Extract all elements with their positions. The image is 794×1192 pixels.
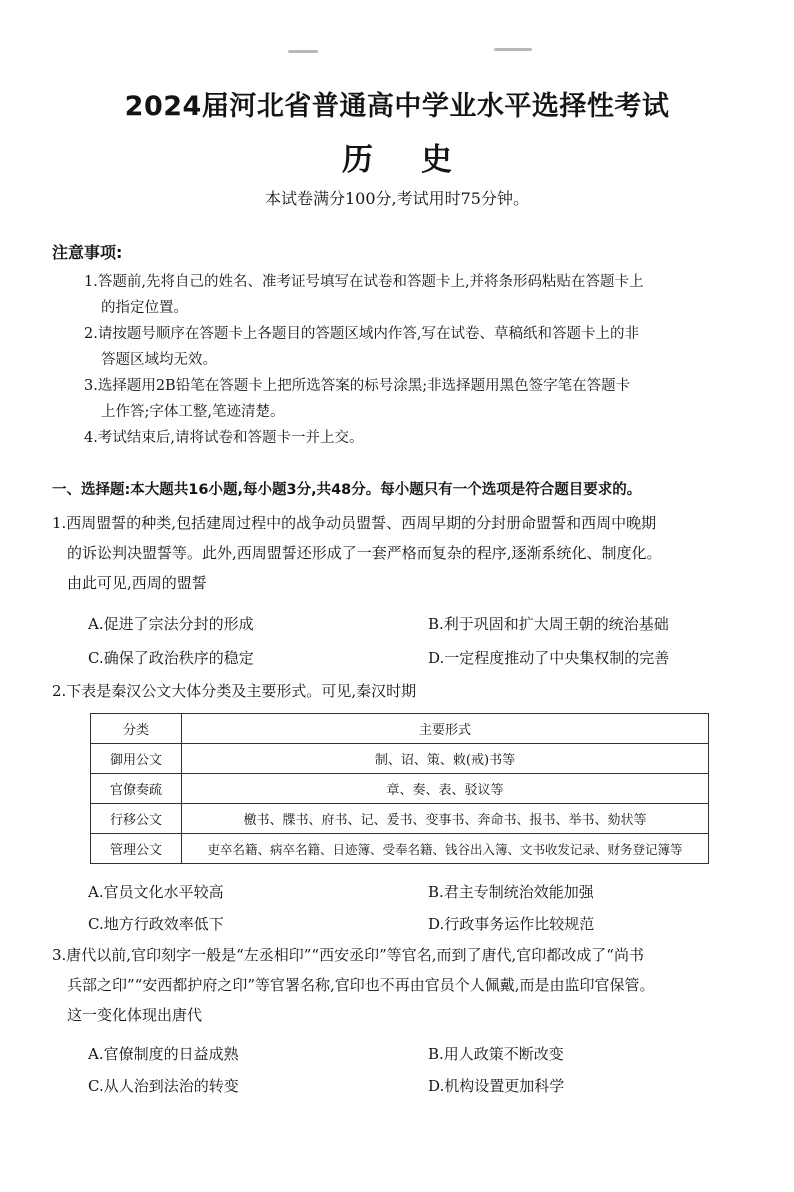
notice-line: 答题区域均无效。 bbox=[101, 352, 217, 368]
notice-line: 4.考试结束后,请将试卷和答题卡一并上交。 bbox=[84, 430, 364, 446]
table-cell: 章、奏、表、驳议等 bbox=[182, 774, 709, 804]
table-header-cell: 主要形式 bbox=[182, 714, 709, 744]
question-1-option-c[interactable]: C.确保了政治秩序的稳定 bbox=[88, 649, 254, 667]
table-cell: 御用公文 bbox=[91, 744, 182, 774]
document-forms-table bbox=[90, 713, 709, 864]
notice-line: 1.答题前,先将自己的姓名、准考证号填写在试卷和答题卡上,并将条形码粘贴在答题卡上 bbox=[84, 274, 644, 290]
table-cell: 制、诏、策、敕(戒)书等 bbox=[182, 744, 709, 774]
notice-item-2 bbox=[84, 321, 744, 373]
scan-artifact bbox=[288, 50, 318, 53]
stem-line: 1.西周盟誓的种类,包括建周过程中的战争动员盟誓、西周早期的分封册命盟誓和西周中晚期 bbox=[52, 514, 657, 532]
question-2-option-c[interactable]: C.地方行政效率低下 bbox=[88, 915, 224, 933]
question-3-option-b[interactable]: B.用人政策不断改变 bbox=[428, 1045, 564, 1063]
table-header-row bbox=[91, 714, 709, 744]
exam-note: 本试卷满分100分,考试用时75分钟。 bbox=[265, 189, 529, 208]
notice-line: 的指定位置。 bbox=[101, 300, 188, 316]
table-row bbox=[91, 834, 709, 864]
notice-heading: 注意事项: bbox=[52, 243, 123, 262]
table-cell: 管理公文 bbox=[91, 834, 182, 864]
stem-line: 2.下表是秦汉公文大体分类及主要形式。可见,秦汉时期 bbox=[52, 682, 417, 700]
notice-item-3 bbox=[84, 373, 744, 425]
stem-line: 由此可见,西周的盟誓 bbox=[67, 574, 207, 592]
question-1-stem bbox=[52, 508, 752, 598]
question-3-option-d[interactable]: D.机构设置更加科学 bbox=[428, 1077, 565, 1095]
notice-line: 3.选择题用2B铅笔在答题卡上把所选答案的标号涂黑;非选择题用黑色签字笔在答题卡 bbox=[84, 378, 631, 394]
subject-title: 历史 bbox=[342, 142, 500, 178]
question-1-option-b[interactable]: B.利于巩固和扩大周王朝的统治基础 bbox=[428, 615, 669, 633]
notice-item-4 bbox=[84, 425, 744, 451]
question-2-option-d[interactable]: D.行政事务运作比较规范 bbox=[428, 915, 595, 933]
table-cell: 吏卒名籍、病卒名籍、日迹簿、受奉名籍、钱谷出入簿、文书收发记录、财务登记簿等 bbox=[182, 834, 709, 864]
table-header-cell: 分类 bbox=[91, 714, 182, 744]
question-1-option-a[interactable]: A.促进了宗法分封的形成 bbox=[88, 615, 254, 633]
notice-item-1 bbox=[84, 269, 744, 321]
notice-line: 上作答;字体工整,笔迹清楚。 bbox=[101, 404, 285, 420]
table-row bbox=[91, 774, 709, 804]
stem-line: 的诉讼判决盟誓等。此外,西周盟誓还形成了一套严格而复杂的程序,逐渐系统化、制度化。 bbox=[67, 544, 662, 562]
table-cell: 官僚奏疏 bbox=[91, 774, 182, 804]
question-3-option-a[interactable]: A.官僚制度的日益成熟 bbox=[88, 1045, 239, 1063]
question-2-stem bbox=[52, 676, 752, 706]
table-cell: 檄书、牒书、府书、记、爰书、变事书、奔命书、报书、举书、劾状等 bbox=[182, 804, 709, 834]
question-3-stem bbox=[52, 940, 752, 1030]
question-2-option-a[interactable]: A.官员文化水平较高 bbox=[88, 883, 224, 901]
notice-line: 2.请按题号顺序在答题卡上各题目的答题区域内作答,写在试卷、草稿纸和答题卡上的非 bbox=[84, 326, 639, 342]
table-row bbox=[91, 744, 709, 774]
scan-artifact bbox=[494, 48, 532, 51]
question-3-option-c[interactable]: C.从人治到法治的转变 bbox=[88, 1077, 239, 1095]
table-cell: 行移公文 bbox=[91, 804, 182, 834]
stem-line: 这一变化体现出唐代 bbox=[67, 1006, 203, 1024]
question-2-option-b[interactable]: B.君主专制统治效能加强 bbox=[428, 883, 594, 901]
exam-title: 2024届河北省普通高中学业水平选择性考试 bbox=[124, 91, 670, 122]
section-heading: 一、选择题:本大题共16小题,每小题3分,共48分。每小题只有一个选项是符合题目要求的。 bbox=[52, 482, 642, 498]
stem-line: 3.唐代以前,官印刻字一般是“左丞相印”“西安丞印”等官名,而到了唐代,官印都改成了“尚书 bbox=[52, 946, 644, 964]
table-row bbox=[91, 804, 709, 834]
stem-line: 兵部之印”“安西都护府之印”等官署名称,官印也不再由官员个人佩戴,而是由监印官保管。 bbox=[67, 976, 655, 994]
question-1-option-d[interactable]: D.一定程度推动了中央集权制的完善 bbox=[428, 649, 670, 667]
